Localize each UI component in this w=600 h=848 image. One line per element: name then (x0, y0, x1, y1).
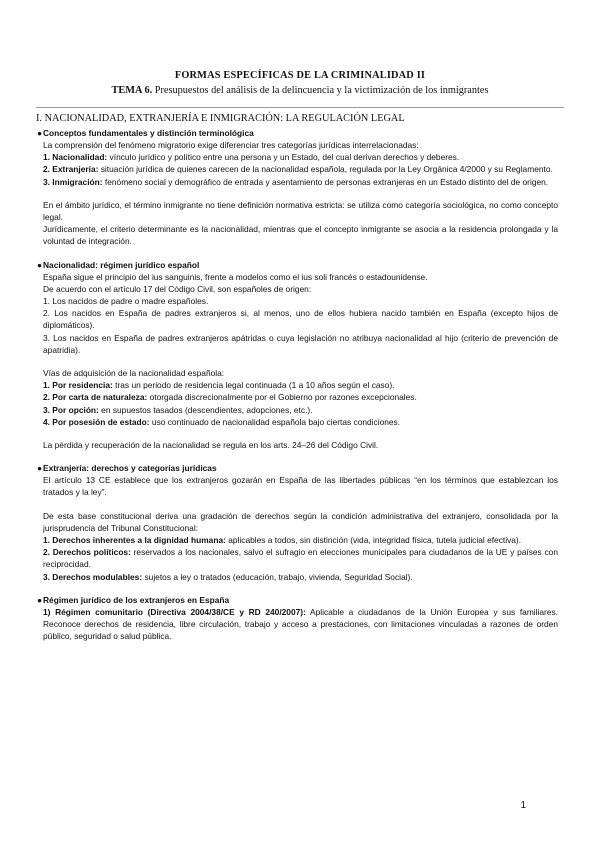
list-item: 3. Los nacidos en España de padres extranjeros apátridas o cuya legislación no atribuya nacionalidad al hijo (criterio de prevención de apatridia). (43, 332, 558, 355)
list-item: 2. Derechos políticos: reservados a los nacionales, salvo el sufragio en elecciones municipales para ciudadanos de la UE y países con reciprocidad. (43, 547, 558, 570)
list-item: 1. Derechos inherentes a la dignidad humana: aplicables a todos, sin distinción (vida, integridad física, tutela judicial efectiva). (43, 535, 522, 546)
list-item: 2. Los nacidos en España de padres extranjeros si, al menos, uno de ellos hubiera nacido también en España (excepto hijos de diplomáticos). (43, 308, 558, 331)
paragraph: Jurídicamente, el criterio determinante es la nacionalidad, mientras que el concepto inmigrante se asocia a la residencia prolongada y la voluntad de integración. (43, 224, 558, 247)
bullet-heading-extranjeria: ●Extranjería: derechos y categorías jurídicas (37, 463, 217, 474)
bullet-icon: ● (37, 594, 43, 605)
list-item: 2. Por carta de naturaleza: otorgada discrecionalmente por el Gobierno por razones excepcionales. (43, 392, 417, 403)
paragraph: La pérdida y recuperación de la nacionalidad se regula en los arts. 24–26 del Código Civil. (43, 440, 379, 451)
bullet-icon: ● (37, 463, 43, 474)
document-body (36, 112, 558, 643)
document-title: FORMAS ESPECÍFICAS DE LA CRIMINALIDAD II (174, 70, 426, 81)
paragraph: La comprensión del fenómeno migratorio exige diferenciar tres categorías jurídicas interrelacionadas: (43, 140, 419, 150)
topic-text: Presupuestos del análisis de la delincuencia y la victimización de los inmigrantes (154, 85, 489, 96)
paragraph: De acuerdo con el artículo 17 del Código Civil, son españoles de origen: (43, 283, 312, 294)
section-title: I. NACIONALIDAD, EXTRANJERÍA E INMIGRACIÓN: LA REGULACIÓN LEGAL (36, 113, 405, 124)
topic-label: TEMA 6. (111, 85, 153, 96)
header-divider (36, 107, 564, 108)
paragraph: Vías de adquisición de la nacionalidad española: (43, 368, 225, 379)
paragraph: El artículo 13 CE establece que los extranjeros gozarán en España de las libertades públicas “en los términos que establezcan los tratados y la ley”. (43, 475, 558, 498)
bullet-icon: ● (37, 259, 43, 270)
paragraph: De esta base constitucional deriva una gradación de derechos según la condición administrativa del extranjero, consolidada por la jurisprudencia del Tribunal Constitucional: (43, 510, 558, 533)
list-item: 1. Nacionalidad: vínculo jurídico y político entre una persona y un Estado, del cual derivan derechos y deberes. (43, 152, 460, 163)
bullet-heading-regimen: ●Régimen jurídico de los extranjeros en España (37, 594, 230, 605)
list-item: 3. Inmigración: fenómeno social y demográfico de entrada y asentamiento de personas extranjeras en un Estado distinto del de origen. (43, 176, 549, 187)
list-item: 3. Por opción: en supuestos tasados (descendientes, adopciones, etc.). (43, 404, 313, 415)
paragraph: En el ámbito jurídico, el término inmigrante no tiene definición normativa estricta: se utiliza como categoría sociológica, no como concepto legal. (43, 199, 558, 223)
page-number: 1 (520, 800, 526, 811)
list-item: 2. Extranjería: situación jurídica de quienes carecen de la nacionalidad española, regulada por la Ley Orgánica 4/2000 y su Reglamento. (43, 164, 553, 175)
bullet-heading-conceptos: ●Conceptos fundamentales y distinción terminológica (37, 128, 254, 138)
list-item: 1) Régimen comunitario (Directiva 2004/38/CE y RD 240/2007): Aplicable a ciudadanos de la Unión Europea y sus familiares. Reconoce derechos de residencia, libre circulación, trabajo y acceso a prestaciones, con limitaciones vinculadas a razones de orden público, seguridad o salud pública. (43, 606, 558, 642)
paragraph: España sigue el principio del ius sanguinis, frente a modelos como el ius soli francés o estadounidense. (43, 271, 428, 282)
list-item: 1. Los nacidos de padre o madre españoles. (43, 296, 209, 307)
bullet-icon: ● (37, 128, 43, 138)
list-item: 3. Derechos modulables: sujetos a ley o tratados (educación, trabajo, vivienda, Seguridad Social). (43, 571, 413, 582)
list-item: 1. Por residencia: tras un periodo de residencia legal continuada (1 a 10 años según el caso). (43, 380, 395, 391)
list-item: 4. Por posesión de estado: uso continuado de nacionalidad española bajo ciertas condiciones. (43, 416, 401, 427)
topic-heading (36, 85, 564, 96)
bullet-heading-nacionalidad: ●Nacionalidad: régimen jurídico español (37, 259, 200, 270)
